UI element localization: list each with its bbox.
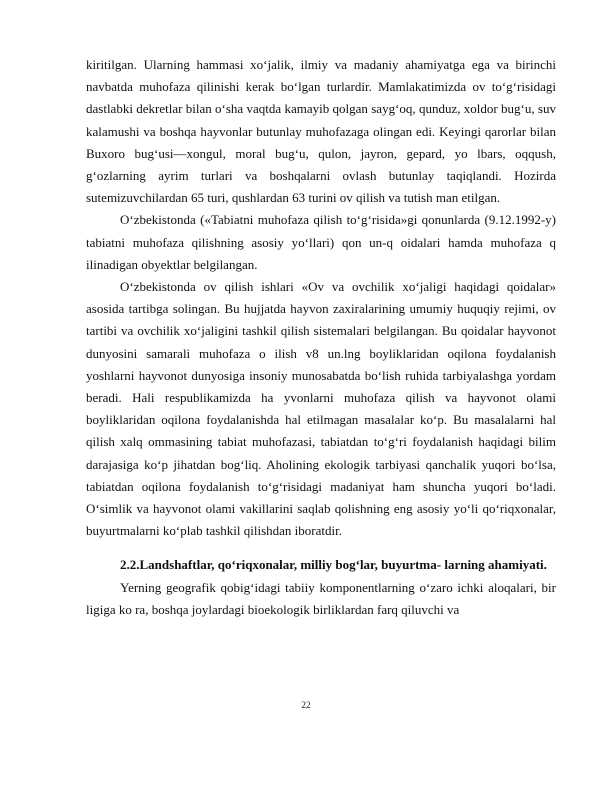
section-heading: 2.2.Landshaftlar, qo‘riqxonalar, milliy bog‘lar, buyurtma- larning ahamiyati. [120, 557, 547, 573]
page-number: 22 [301, 701, 311, 711]
paragraph-nature-protection-law: O‘zbekistonda («Tabiatni muhofaza qilish to‘g‘risida»gi qonunlarda (9.12.1992-y) tabiatni muhofaza qilishning asosiy yo‘llari) qon un-q oidalari hamda muhofaza q ilinadigan obyektlar belgilangan. [86, 212, 556, 272]
paragraph-protected-species: kiritilgan. Ularning hammasi xo‘jalik, ilmiy va madaniy ahamiyatga ega va birinchi navbatda muhofaza qilinishi kerak bo‘lgan turlardir. Mamlakatimizda ov to‘g‘risidagi dastlabki dekretlar bilan o‘sha vaqtda kamayib qolgan sayg‘oq, qunduz, xoldor bug‘u, suv kalamushi va boshqa hayvonlar butunlay muhofazaga olingan edi. Keyingi qarorlar bilan Buxoro bug‘usi—xongul, moral bug‘u, qulon, jayron, gepard, yo lbars, oqqush, g‘ozlarning ayrim turlari va boshqalarni ovlash butunlay taqiqlandi. Hozirda sutemizuvchilardan 65 turi, qushlardan 63 turini ov qilish va tutish man etilgan. [86, 57, 556, 206]
paragraph-hunting-rules: O‘zbekistonda ov qilish ishlari «Ov va ovchilik xo‘jaligi haqidagi qoidalar» asosida tartibga solingan. Bu hujjatda hayvon zaxiralarining umumiy huquqiy rejimi, ov tartibi va ovchilik xo‘jaligini tashkil qilish sistemalari belgilangan. Bu qoidalar hayvonot dunyosini samarali muhofaza o ilish v8 un.lng boyliklaridan oqilona foydalanish yoshlarni hayvonot dunyosiga insoniy munosabatda bo‘lish ruhida tarbiyalashga yordam beradi. Hali respublikamizda ha yvonlarni muhofaza qilish va hayvonot olami boyliklaridan oqilona foydalanishda hal etilmagan masalalar ko‘p. Bu masalalarni hal qilish xalq ommasining tabiat muhofazasi, tabiatdan to‘g‘ri foydalanish haqidagi bilim darajasiga ko‘p jihatdan bog‘liq. Aholining ekologik tarbiyasi qanchalik yuqori bo‘lsa, tabiatdan oqilona foydalanish to‘g‘risidagi madaniyat ham shuncha yuqori bo‘ladi. O‘simlik va hayvonot olami vakillarini saqlab qolishning eng asosiy yo‘li qo‘riqxonalar, buyurtmalarni ko‘plab tashkil qilishdan iboratdir. [86, 279, 556, 539]
page-content [86, 54, 556, 621]
paragraph-landscape: Yerning geografik qobig‘idagi tabiiy komponentlarning o‘zaro ichki aloqalari, bir ligiga ko ra, boshqa joylardagi bioekologik birliklardan farq qiluvchi va [86, 579, 556, 617]
